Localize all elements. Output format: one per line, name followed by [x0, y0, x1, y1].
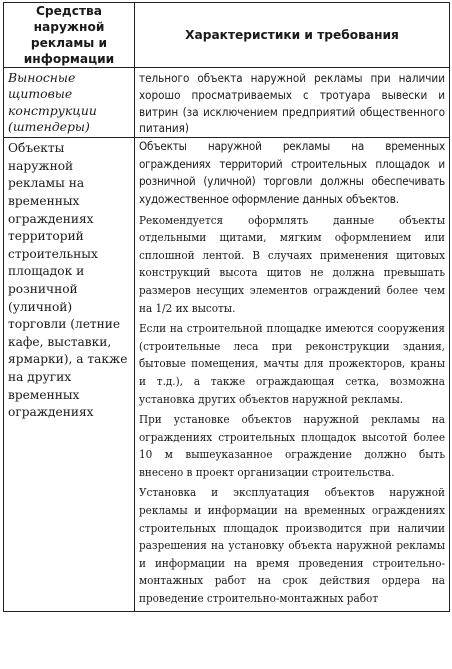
row-2-paragraph-1: Объекты наружной рекламы на временных ограждениях территорий строительных площадок и розничной (уличной) торговли должны обеспечивать художественное оформление данных объектов. — [139, 139, 445, 206]
row-2-characteristics — [135, 138, 450, 611]
table-row — [4, 68, 450, 138]
row-2-paragraph-4: При установке объектов наружной рекламы на ограждениях строительных площадок высотой более 10 м вышеуказанное ограждение должно быть внесено в проект организации строительства. — [139, 412, 445, 479]
row-1-means-text: Выносные щитовые конструкции (штендеры) — [8, 70, 97, 135]
row-2-paragraph-5: Установка и эксплуатация объектов наружной рекламы и информации на временных ограждениях строительных площадок производится при наличии разрешения на установку объекта наружной рекламы и информации на время проведения строительно-монтажных работ на срок действия ордера на проведение строительно-монтажных работ — [139, 485, 445, 606]
row-2-paragraph-2: Рекомендуется оформлять данные объекты отдельными щитами, мягким оформлением или сплошной лентой. В случаях применения щитовых конструкций высота щитов не должна превышать размеров несущих элементов ограждений более чем на 1/2 их высоты. — [139, 212, 445, 315]
row-1-paragraph: тельного объекта наружной рекламы при наличии хорошо просматриваемых с тротуара вывески и витрин (за исключением предприятий общественного питания) — [139, 71, 445, 136]
table-row — [4, 138, 450, 611]
row-1-characteristics — [135, 68, 450, 138]
requirements-table — [3, 2, 450, 612]
row-2-means-text: Объекты наружной рекламы на временных ограждениях территорий строительных площадок и розничной (уличной) торговли (летние кафе, выставки, ярмарки), а также на других временных ограждениях — [8, 141, 128, 420]
table-header-row — [4, 3, 450, 68]
header-ad-means: Средства наружной рекламы и информации — [4, 3, 135, 68]
header-characteristics: Характеристики и требования — [135, 3, 450, 68]
row-1-means — [4, 68, 135, 138]
row-2-paragraph-3: Если на строительной площадке имеются сооружения (строительные леса при реконструкции здания, бытовые помещения, мачты для прожекторов, краны и т.д.), а также ограждающая сетка, возможна установка других объектов наружной рекламы. — [139, 321, 445, 406]
row-2-means — [4, 138, 135, 611]
